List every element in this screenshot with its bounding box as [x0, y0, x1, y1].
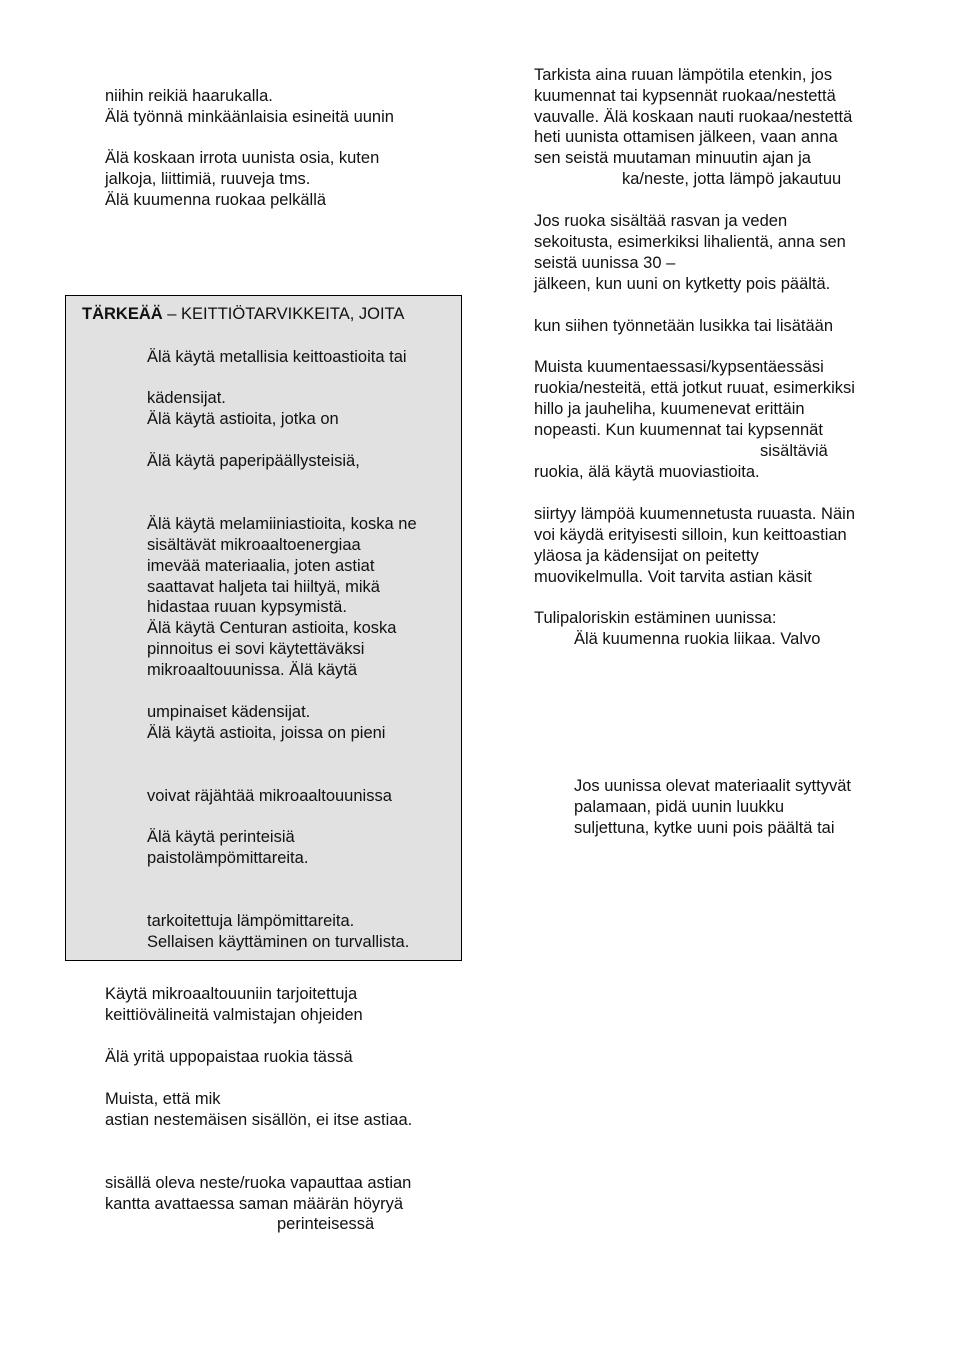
- text-line: Tarkista aina ruuan lämpötila etenkin, jos: [534, 66, 833, 84]
- notice-line: sisältävät mikroaaltoenergiaa: [147, 536, 361, 554]
- notice-line: Älä käytä metallisia keittoastioita tai: [147, 348, 407, 366]
- notice-line: Älä käytä Centuran astioita, koska: [147, 619, 397, 637]
- text-line: vauvalle. Älä koskaan nauti ruokaa/nestettä: [534, 108, 853, 126]
- notice-line: kädensijat.: [147, 389, 226, 407]
- text-line: sisällä oleva neste/ruoka vapauttaa astian: [105, 1174, 412, 1192]
- notice-line: hidastaa ruuan kypsymistä.: [147, 598, 347, 616]
- text-line: Muista kuumentaessasi/kypsentäessäsi: [534, 358, 824, 376]
- text-line: Älä kuumenna ruokia liikaa. Valvo: [574, 630, 821, 648]
- text-line: nopeasti. Kun kuumennat tai kypsennät: [534, 421, 823, 439]
- notice-line: Älä käytä perinteisiä: [147, 828, 295, 846]
- text-line: Muista, että mik: [105, 1090, 221, 1108]
- text-line: palamaan, pidä uunin luukku: [574, 798, 785, 816]
- text-line: perinteisessä: [277, 1215, 375, 1233]
- text-line: jälkeen, kun uuni on kytketty pois päältä.: [534, 275, 831, 293]
- notice-line: Sellaisen käyttäminen on turvallista.: [147, 933, 410, 951]
- text-line: jalkoja, liittimiä, ruuveja tms.: [105, 170, 311, 188]
- text-line: heti uunista ottamisen jälkeen, vaan anna: [534, 128, 838, 146]
- text-line: yläosa ja kädensijat on peitetty: [534, 547, 759, 565]
- text-line: Älä koskaan irrota uunista osia, kuten: [105, 149, 380, 167]
- text-line: kuumennat tai kypsennät ruokaa/nestettä: [534, 87, 836, 105]
- text-line: kun siihen työnnetään lusikka tai lisätään: [534, 317, 834, 335]
- text-line: niihin reikiä haarukalla.: [105, 87, 273, 105]
- text-line: keittiövälineitä valmistajan ohjeiden: [105, 1006, 363, 1024]
- text-line: Älä yritä uppopaistaa ruokia tässä: [105, 1048, 353, 1066]
- text-line: Tulipaloriskin estäminen uunissa:: [534, 609, 777, 627]
- text-line: hillo ja jauheliha, kuumenevat erittäin: [534, 400, 805, 418]
- text-line: voi käydä erityisesti silloin, kun keittoastian: [534, 526, 847, 544]
- notice-line: paistolämpömittareita.: [147, 849, 309, 867]
- notice-line: Älä käytä melamiiniastioita, koska ne: [147, 515, 417, 533]
- notice-line: imevää materiaalia, joten astiat: [147, 557, 375, 575]
- text-line: muovikelmulla. Voit tarvita astian käsit: [534, 568, 812, 586]
- notice-line: Älä käytä astioita, joissa on pieni: [147, 724, 386, 742]
- notice-heading-rest: – KEITTIÖTARVIKKEITA, JOITA: [162, 305, 405, 323]
- text-line: siirtyy lämpöä kuumennetusta ruuasta. Näin: [534, 505, 855, 523]
- text-line: Älä kuumenna ruokaa pelkällä: [105, 191, 327, 209]
- notice-line: Älä käytä astioita, jotka on: [147, 410, 339, 428]
- text-line: sen seistä muutaman minuutin ajan ja: [534, 149, 811, 167]
- text-line: suljettuna, kytke uuni pois päältä tai: [574, 819, 835, 837]
- notice-line: pinnoitus ei sovi käytettäväksi: [147, 640, 365, 658]
- text-line: Jos ruoka sisältää rasvan ja veden: [534, 212, 788, 230]
- notice-line: tarkoitettuja lämpömittareita.: [147, 912, 355, 930]
- text-line: astian nestemäisen sisällön, ei itse astiaa.: [105, 1111, 413, 1129]
- text-line: Käytä mikroaaltouuniin tarjoitettuja: [105, 985, 358, 1003]
- text-line: ruokia, älä käytä muoviastioita.: [534, 463, 760, 481]
- text-line: ka/neste, jotta lämpö jakautuu: [622, 170, 842, 188]
- text-line: sekoitusta, esimerkiksi lihalientä, anna sen: [534, 233, 846, 251]
- text-line: ruokia/nesteitä, että jotkut ruuat, esimerkiksi: [534, 379, 855, 397]
- notice-line: Älä käytä paperipäällysteisiä,: [147, 452, 360, 470]
- text-line: sisältäviä: [760, 442, 828, 460]
- notice-line: mikroaaltouunissa. Älä käytä: [147, 661, 358, 679]
- text-line: Älä työnnä minkäänlaisia esineitä uunin: [105, 108, 394, 126]
- notice-line: umpinaiset kädensijat.: [147, 703, 311, 721]
- text-line: Jos uunissa olevat materiaalit syttyvät: [574, 777, 851, 795]
- notice-heading-strong: TÄRKEÄÄ: [82, 305, 163, 323]
- notice-heading: [82, 304, 404, 325]
- text-line: seistä uunissa 30 –: [534, 254, 676, 272]
- notice-line: saattavat haljeta tai hiiltyä, mikä: [147, 578, 380, 596]
- notice-line: voivat räjähtää mikroaaltouunissa: [147, 787, 392, 805]
- text-line: kantta avattaessa saman määrän höyryä: [105, 1195, 404, 1213]
